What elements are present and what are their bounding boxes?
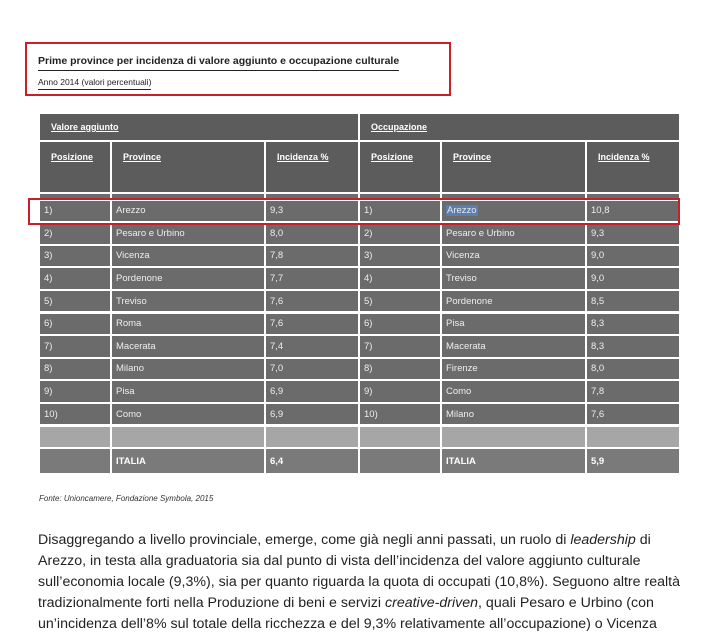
table-cell: 5) [40,291,110,312]
table-cell [40,427,110,448]
table-cell: 8,0 [587,359,679,380]
table-cell: 8) [360,359,440,380]
table-cell: 5) [360,291,440,312]
table-cell: Treviso [442,268,585,289]
table-cell [587,427,679,448]
group-header: Valore aggiunto [40,114,358,140]
table-cell: 9,0 [587,246,679,267]
table-cell [266,427,358,448]
total-cell [360,449,440,473]
table-cell: 10) [40,404,110,425]
table-cell: 8) [40,359,110,380]
table-cell: 9,0 [587,268,679,289]
table-cell [442,427,585,448]
table-cell: Vicenza [112,246,264,267]
table-cell: 1) [40,201,110,222]
table-cell: Como [442,381,585,402]
table-cell: Milano [112,359,264,380]
selected-text: Arezzo [447,205,477,217]
table-cell [360,427,440,448]
table-cell [112,427,264,448]
table-cell: 3) [360,246,440,267]
highlighted-row-frame [28,198,680,225]
table-cell: 7,4 [266,336,358,357]
table-cell: 4) [360,268,440,289]
table-cell: Pordenone [112,268,264,289]
group-header: Occupazione [360,114,679,140]
table-cell: 7,7 [266,268,358,289]
table-cell: 4) [40,268,110,289]
column-header: Province [112,142,264,192]
table-cell: 10) [360,404,440,425]
table-cell: 6) [360,314,440,335]
table-cell: Roma [112,314,264,335]
table-cell: 7,6 [266,314,358,335]
table-cell: 9) [40,381,110,402]
table-cell: 6) [40,314,110,335]
table-title-box [25,42,451,96]
paragraph-line: Arezzo, in testa alla graduatoria sia dal punto di vista dell’incidenza del valore aggiunto culturale [38,553,641,569]
table-cell: Treviso [112,291,264,312]
table-cell: 7,8 [266,246,358,267]
table-cell: Pordenone [442,291,585,312]
table-cell: 8,3 [587,336,679,357]
table-cell: 6,9 [266,381,358,402]
paragraph-line [38,593,683,614]
table-cell: 1) [360,201,440,222]
text-run: Disaggregando a livello provinciale, emerge, come già negli anni passati, un ruolo di [38,532,571,548]
text-run-italic: leadership [570,532,636,548]
table-cell: Pisa [442,314,585,335]
table-cell: 7,6 [266,291,358,312]
table-cell: 9) [360,381,440,402]
paragraph-line: un’incidenza dell’8% sul totale della ricchezza e del 9,3% relativamente all’occupazione) o Vicenza [38,616,657,632]
paragraph-line [38,530,683,551]
total-cell: ITALIA [442,449,585,473]
table-cell: 7) [360,336,440,357]
table-cell: Pisa [112,381,264,402]
table-cell: 6,9 [266,404,358,425]
table-cell: Vicenza [442,246,585,267]
table-cell: 2) [360,223,440,244]
table-cell: Como [112,404,264,425]
table-cell: 7) [40,336,110,357]
paragraph-line: sull’economia locale (9,3%), sia per quanto riguarda la quota di occupati (10,8%). Seguono altre realtà [38,574,680,590]
table-source: Fonte: Unioncamere, Fondazione Symbola, 2015 [39,494,214,503]
column-header: Posizione [40,142,110,192]
table-cell: 2) [40,223,110,244]
total-cell: 5,9 [587,449,679,473]
table-title: Prime province per incidenza di valore aggiunto e occupazione culturale [38,55,399,71]
table-cell: Pesaro e Urbino [442,223,585,244]
text-run: , quali Pesaro e Urbino (con [478,595,654,611]
column-header: Province [442,142,585,192]
body-paragraph [38,530,683,635]
table-cell: Macerata [112,336,264,357]
table-cell: 8,0 [266,223,358,244]
table-cell: Pesaro e Urbino [112,223,264,244]
table-cell: 9,3 [587,223,679,244]
ranking-table [40,114,679,473]
table-cell: Macerata [442,336,585,357]
text-run-italic: creative-driven [385,595,479,611]
table-cell: 7,8 [587,381,679,402]
table-cell: 7,6 [587,404,679,425]
column-header: Incidenza % [266,142,358,192]
table-cell: 9,3 [266,201,358,222]
table-cell: 8,5 [587,291,679,312]
text-run: di [635,532,651,548]
table-cell: 3) [40,246,110,267]
total-cell: ITALIA [112,449,264,473]
table-cell: 7,0 [266,359,358,380]
table-cell: Arezzo [112,201,264,222]
total-cell: 6,4 [266,449,358,473]
table-cell: 8,3 [587,314,679,335]
column-header: Posizione [360,142,440,192]
total-cell [40,449,110,473]
column-header: Incidenza % [587,142,679,192]
table-cell: Firenze [442,359,585,380]
table-subtitle: Anno 2014 (valori percentuali) [38,77,151,90]
table-cell: 10,8 [587,201,679,222]
table-cell: Milano [442,404,585,425]
text-run: tradizionalmente forti nella Produzione di beni e servizi [38,595,385,611]
